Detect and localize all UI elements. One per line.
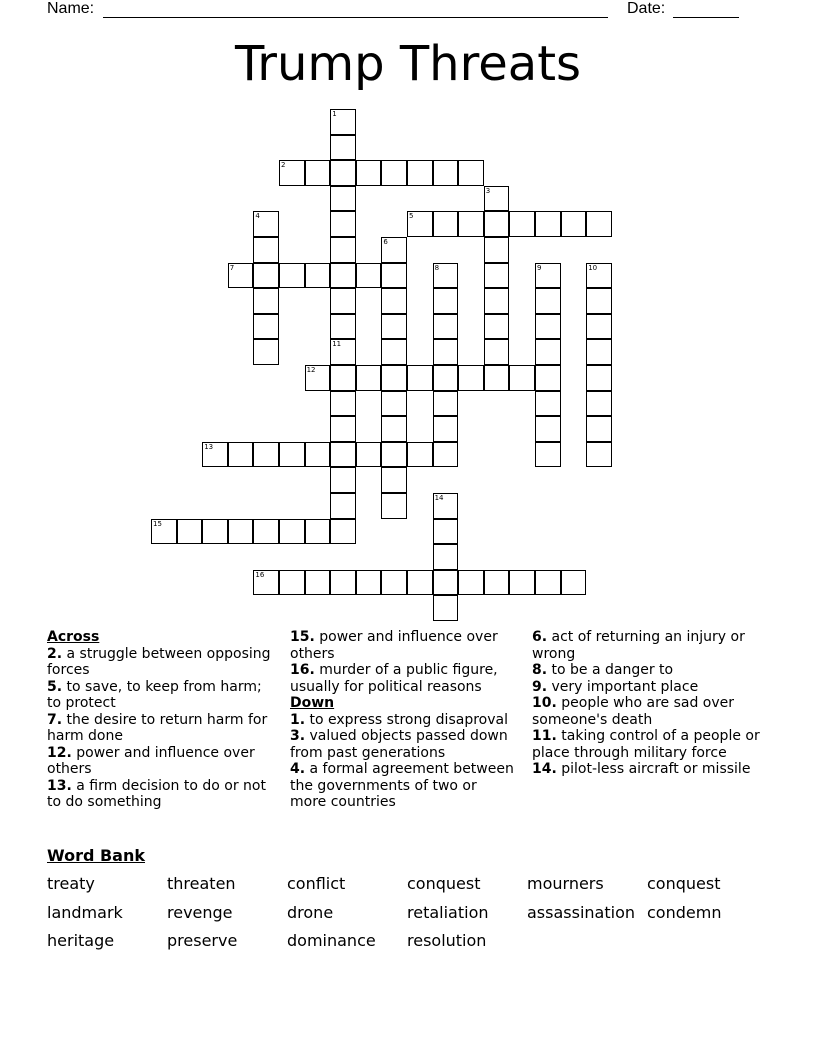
grid-cell[interactable] (330, 493, 356, 519)
grid-cell[interactable] (381, 570, 407, 596)
grid-cell[interactable] (330, 467, 356, 493)
grid-cell[interactable] (484, 211, 510, 237)
grid-cell[interactable] (177, 519, 203, 545)
grid-cell[interactable] (381, 263, 407, 289)
grid-cell[interactable] (253, 519, 279, 545)
clue-number: 16 (255, 570, 265, 579)
grid-cell[interactable] (330, 160, 356, 186)
word-bank-word: assassination (527, 903, 635, 922)
clue-across-13: 13. a firm decision to do or not to do something (47, 777, 266, 810)
name-label: Name: (47, 0, 95, 17)
page-title: Trump Threats (234, 36, 582, 92)
grid-cell[interactable] (586, 288, 612, 314)
clue-number: 4 (255, 212, 260, 221)
across-heading: Across (47, 629, 100, 645)
clue-across-15: 15. power and influence over others (290, 629, 498, 662)
grid-cell[interactable] (407, 442, 433, 468)
clue-across-7: 7. the desire to return harm for harm done (47, 711, 268, 744)
grid-cell[interactable] (484, 263, 510, 289)
clue-down-4: 4. a formal agreement between the governments of two or more countries (290, 761, 514, 810)
grid-cell[interactable] (330, 519, 356, 545)
grid-cell[interactable] (433, 160, 459, 186)
grid-cell[interactable] (433, 211, 459, 237)
grid-cell[interactable] (305, 442, 331, 468)
clue-number: 2 (281, 161, 286, 170)
word-bank-word: treaty (47, 874, 95, 893)
word-bank-word: condemn (647, 903, 722, 922)
grid-cell[interactable] (330, 314, 356, 340)
grid-cell[interactable] (433, 416, 459, 442)
word-bank-word: threaten (167, 874, 236, 893)
grid-cell[interactable] (586, 365, 612, 391)
grid-cell[interactable] (484, 314, 510, 340)
clue-number: 14 (434, 494, 444, 502)
grid-cell[interactable] (330, 391, 356, 417)
word-bank-word: drone (287, 903, 334, 922)
word-bank-word: heritage (47, 931, 115, 950)
grid-cell[interactable] (458, 570, 484, 596)
grid-cell[interactable] (535, 391, 561, 417)
grid-cell[interactable] (509, 211, 535, 237)
clue-number: 10 (588, 263, 598, 272)
clue-number: 3 (485, 186, 491, 195)
clue-number: 1 (332, 110, 337, 118)
grid-cell[interactable] (586, 211, 612, 237)
grid-cell[interactable] (433, 314, 459, 340)
grid-cell[interactable] (381, 416, 407, 442)
grid-cell[interactable] (433, 442, 459, 468)
grid-cell[interactable] (356, 160, 382, 186)
grid-cell[interactable] (253, 288, 279, 314)
grid-cell[interactable] (279, 570, 305, 596)
clue-down-14: 14. pilot-less aircraft or missile (532, 761, 751, 777)
grid-cell[interactable] (484, 570, 510, 596)
grid-cell[interactable] (381, 160, 407, 186)
grid-cell[interactable] (586, 391, 612, 417)
grid-cell[interactable] (586, 339, 612, 365)
grid-cell[interactable] (305, 263, 331, 289)
grid-cell[interactable] (433, 365, 459, 391)
grid-cell[interactable] (381, 391, 407, 417)
grid-cell[interactable] (458, 365, 484, 391)
grid-cell[interactable] (228, 519, 254, 545)
grid-cell[interactable] (381, 365, 407, 391)
clue-number: 9 (537, 263, 542, 272)
grid-cell[interactable] (305, 160, 331, 186)
grid-cell[interactable] (433, 391, 459, 417)
clue-across-2: 2. a struggle between opposing forces (47, 645, 271, 678)
grid-cell[interactable] (356, 570, 382, 596)
date-label: Date: (627, 0, 666, 17)
word-bank-word: conquest (647, 874, 721, 893)
grid-cell[interactable] (202, 519, 228, 545)
grid-cell[interactable] (535, 570, 561, 596)
grid-cell[interactable] (433, 570, 459, 596)
grid-cell[interactable] (586, 314, 612, 340)
grid-cell[interactable] (253, 237, 279, 263)
clue-across-12: 12. power and influence over others (47, 744, 255, 777)
clues-column-1 (47, 629, 272, 811)
clue-down-1: 1. to express strong disaproval (290, 711, 508, 728)
clue-number: 13 (204, 442, 214, 451)
grid-cell[interactable] (509, 570, 535, 596)
grid-cell[interactable] (381, 288, 407, 314)
grid-cell[interactable] (509, 365, 535, 391)
word-bank-word: resolution (407, 931, 487, 950)
grid-cell[interactable] (381, 493, 407, 519)
grid-cell[interactable] (330, 237, 356, 263)
grid-cell[interactable] (407, 570, 433, 596)
grid-cell[interactable] (433, 288, 459, 314)
clues-column-2 (290, 629, 515, 811)
grid-cell[interactable] (586, 442, 612, 468)
grid-cell[interactable] (484, 365, 510, 391)
grid-cell[interactable] (535, 365, 561, 391)
grid-cell[interactable] (253, 263, 279, 289)
grid-cell[interactable] (356, 442, 382, 468)
grid-cell[interactable] (458, 211, 484, 237)
clue-across-5: 5. to save, to keep from harm; to protect (47, 678, 262, 711)
clue-number: 8 (434, 263, 440, 272)
grid-cell[interactable] (279, 442, 305, 468)
grid-cell[interactable] (535, 211, 561, 237)
grid-cell[interactable] (484, 237, 510, 263)
grid-cell[interactable] (253, 442, 279, 468)
clue-number: 15 (153, 519, 162, 528)
grid-cell[interactable] (535, 314, 561, 340)
grid-cell[interactable] (484, 288, 510, 314)
grid-cell[interactable] (458, 160, 484, 186)
grid-cell[interactable] (253, 314, 279, 340)
grid-cell[interactable] (279, 263, 305, 289)
word-bank-word: retaliation (407, 903, 489, 922)
grid-cell[interactable] (330, 416, 356, 442)
grid-cell[interactable] (535, 288, 561, 314)
clue-down-9: 9. very important place (532, 678, 699, 695)
grid-cell[interactable] (407, 365, 433, 391)
grid-cell[interactable] (279, 519, 305, 545)
clue-number: 6 (383, 238, 388, 246)
word-bank-word: conquest (407, 874, 481, 893)
word-bank-word: conflict (287, 874, 346, 893)
grid-cell[interactable] (433, 544, 459, 570)
grid-cell[interactable] (356, 263, 382, 289)
grid-cell[interactable] (253, 339, 279, 365)
grid-cell[interactable] (305, 519, 331, 545)
word-bank-word: landmark (47, 903, 123, 922)
grid-cell[interactable] (356, 365, 382, 391)
clue-down-11: 11. taking control of a people or place through military force (532, 728, 760, 761)
clue-down-8: 8. to be a danger to (532, 662, 674, 678)
grid-cell[interactable] (381, 314, 407, 340)
clue-number: 11 (332, 340, 342, 349)
word-bank-word: preserve (167, 931, 238, 950)
grid-cell[interactable] (381, 467, 407, 493)
grid-cell[interactable] (330, 365, 356, 391)
grid-cell[interactable] (330, 570, 356, 596)
grid-cell[interactable] (535, 442, 561, 468)
word-bank-word: mourners (527, 874, 604, 893)
clue-down-3: 3. valued objects passed down from past generations (290, 728, 508, 761)
grid-cell[interactable] (535, 339, 561, 365)
clue-down-6: 6. act of returning an injury or wrong (532, 629, 745, 662)
grid-cell[interactable] (381, 442, 407, 468)
word-bank-word: revenge (167, 903, 233, 922)
word-bank-title: Word Bank (47, 846, 146, 865)
clues-column-3 (532, 629, 767, 778)
down-heading: Down (290, 695, 335, 711)
grid-cell[interactable] (535, 416, 561, 442)
grid-cell[interactable] (407, 160, 433, 186)
grid-cell[interactable] (330, 135, 356, 161)
grid-cell[interactable] (561, 570, 587, 596)
grid-cell[interactable] (433, 595, 459, 621)
clue-number: 12 (306, 366, 316, 374)
grid-cell[interactable] (433, 519, 459, 545)
clue-down-10: 10. people who are sad over someone's death (532, 695, 735, 728)
grid-cell[interactable] (330, 186, 356, 212)
grid-cell[interactable] (330, 442, 356, 468)
clue-number: 5 (409, 212, 414, 221)
grid-cell[interactable] (228, 442, 254, 468)
grid-cell[interactable] (330, 263, 356, 289)
clue-number: 7 (229, 263, 235, 272)
clue-across-16: 16. murder of a public figure, usually for political reasons (290, 662, 498, 695)
grid-cell[interactable] (381, 339, 407, 365)
grid-cell[interactable] (305, 570, 331, 596)
grid-cell[interactable] (586, 416, 612, 442)
grid-cell[interactable] (330, 211, 356, 237)
grid-cell[interactable] (433, 339, 459, 365)
word-bank-word: dominance (287, 931, 376, 950)
grid-cell[interactable] (561, 211, 587, 237)
grid-cell[interactable] (330, 288, 356, 314)
grid-cell[interactable] (484, 339, 510, 365)
